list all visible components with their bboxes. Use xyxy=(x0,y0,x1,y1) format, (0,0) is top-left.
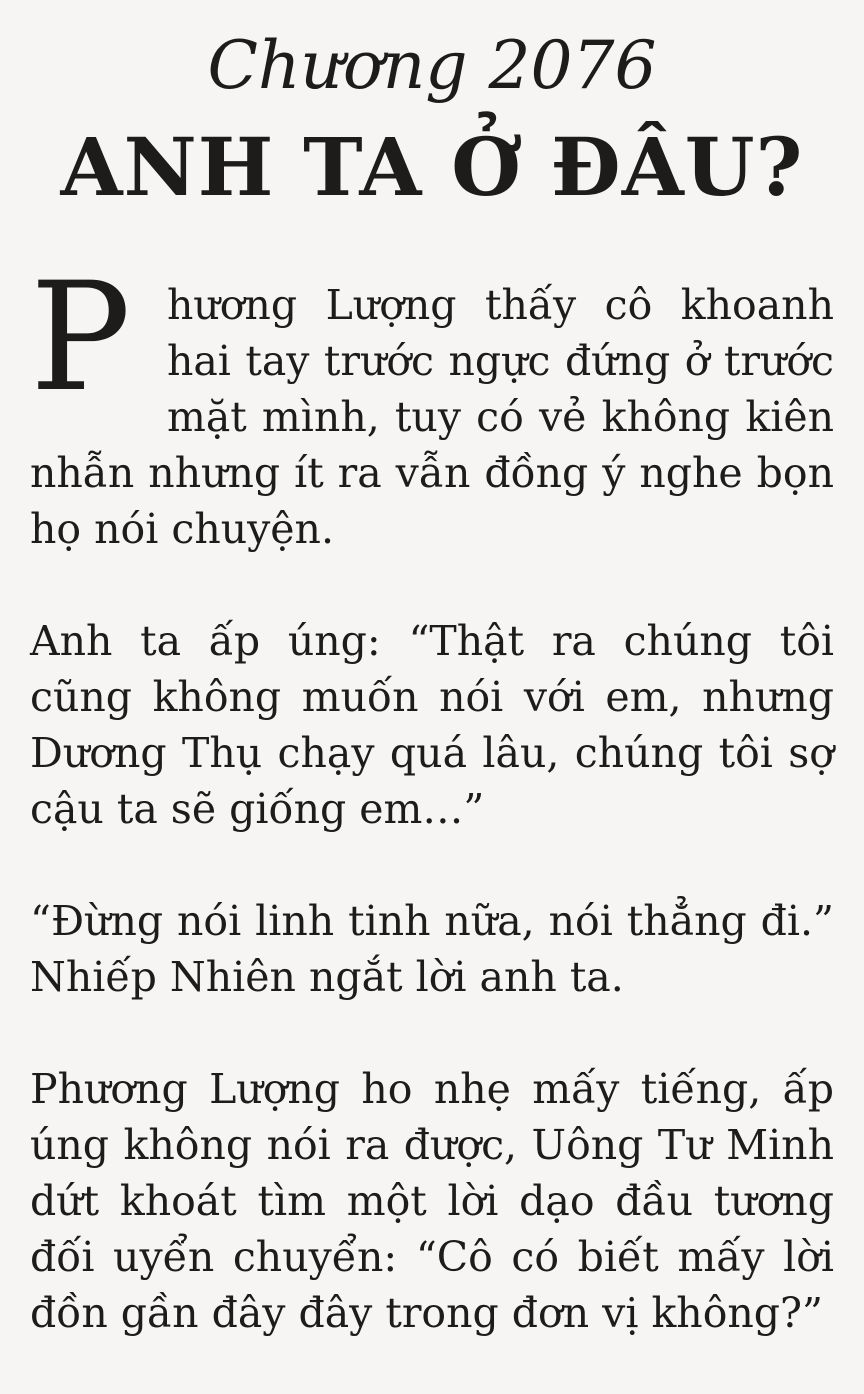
paragraph-3: “Đừng nói linh tinh nữa, nói thẳng đi.” Nhiếp Nhiên ngắt lời anh ta. xyxy=(30,897,834,1002)
chapter-number: Chương 2076 xyxy=(207,27,657,104)
chapter-title: ANH TA Ở ĐÂU? xyxy=(60,120,804,215)
drop-cap: P xyxy=(30,251,131,426)
paragraph-2: Anh ta ấp úng: “Thật ra chúng tôi cũng không muốn nói với em, nhưng Dương Thụ chạy quá lâu, chúng tôi sợ cậu ta sẽ giống em…” xyxy=(30,617,834,834)
paragraph-1-text: hương Lượng thấy cô khoanh hai tay trước ngực đứng ở trước mặt mình, tuy có vẻ không kiên nhẫn nhưng ít ra vẫn đồng ý nghe bọn họ nói chuyện. xyxy=(30,281,834,554)
chapter-body xyxy=(30,251,834,1341)
paragraph-4: Phương Lượng ho nhẹ mấy tiếng, ấp úng không nói ra được, Uông Tư Minh dứt khoát tìm một lời dạo đầu tương đối uyển chuyển: “Cô có biết mấy lời đồn gần đây đây trong đơn vị không?” xyxy=(30,1065,834,1338)
paragraph-1 xyxy=(30,251,834,557)
